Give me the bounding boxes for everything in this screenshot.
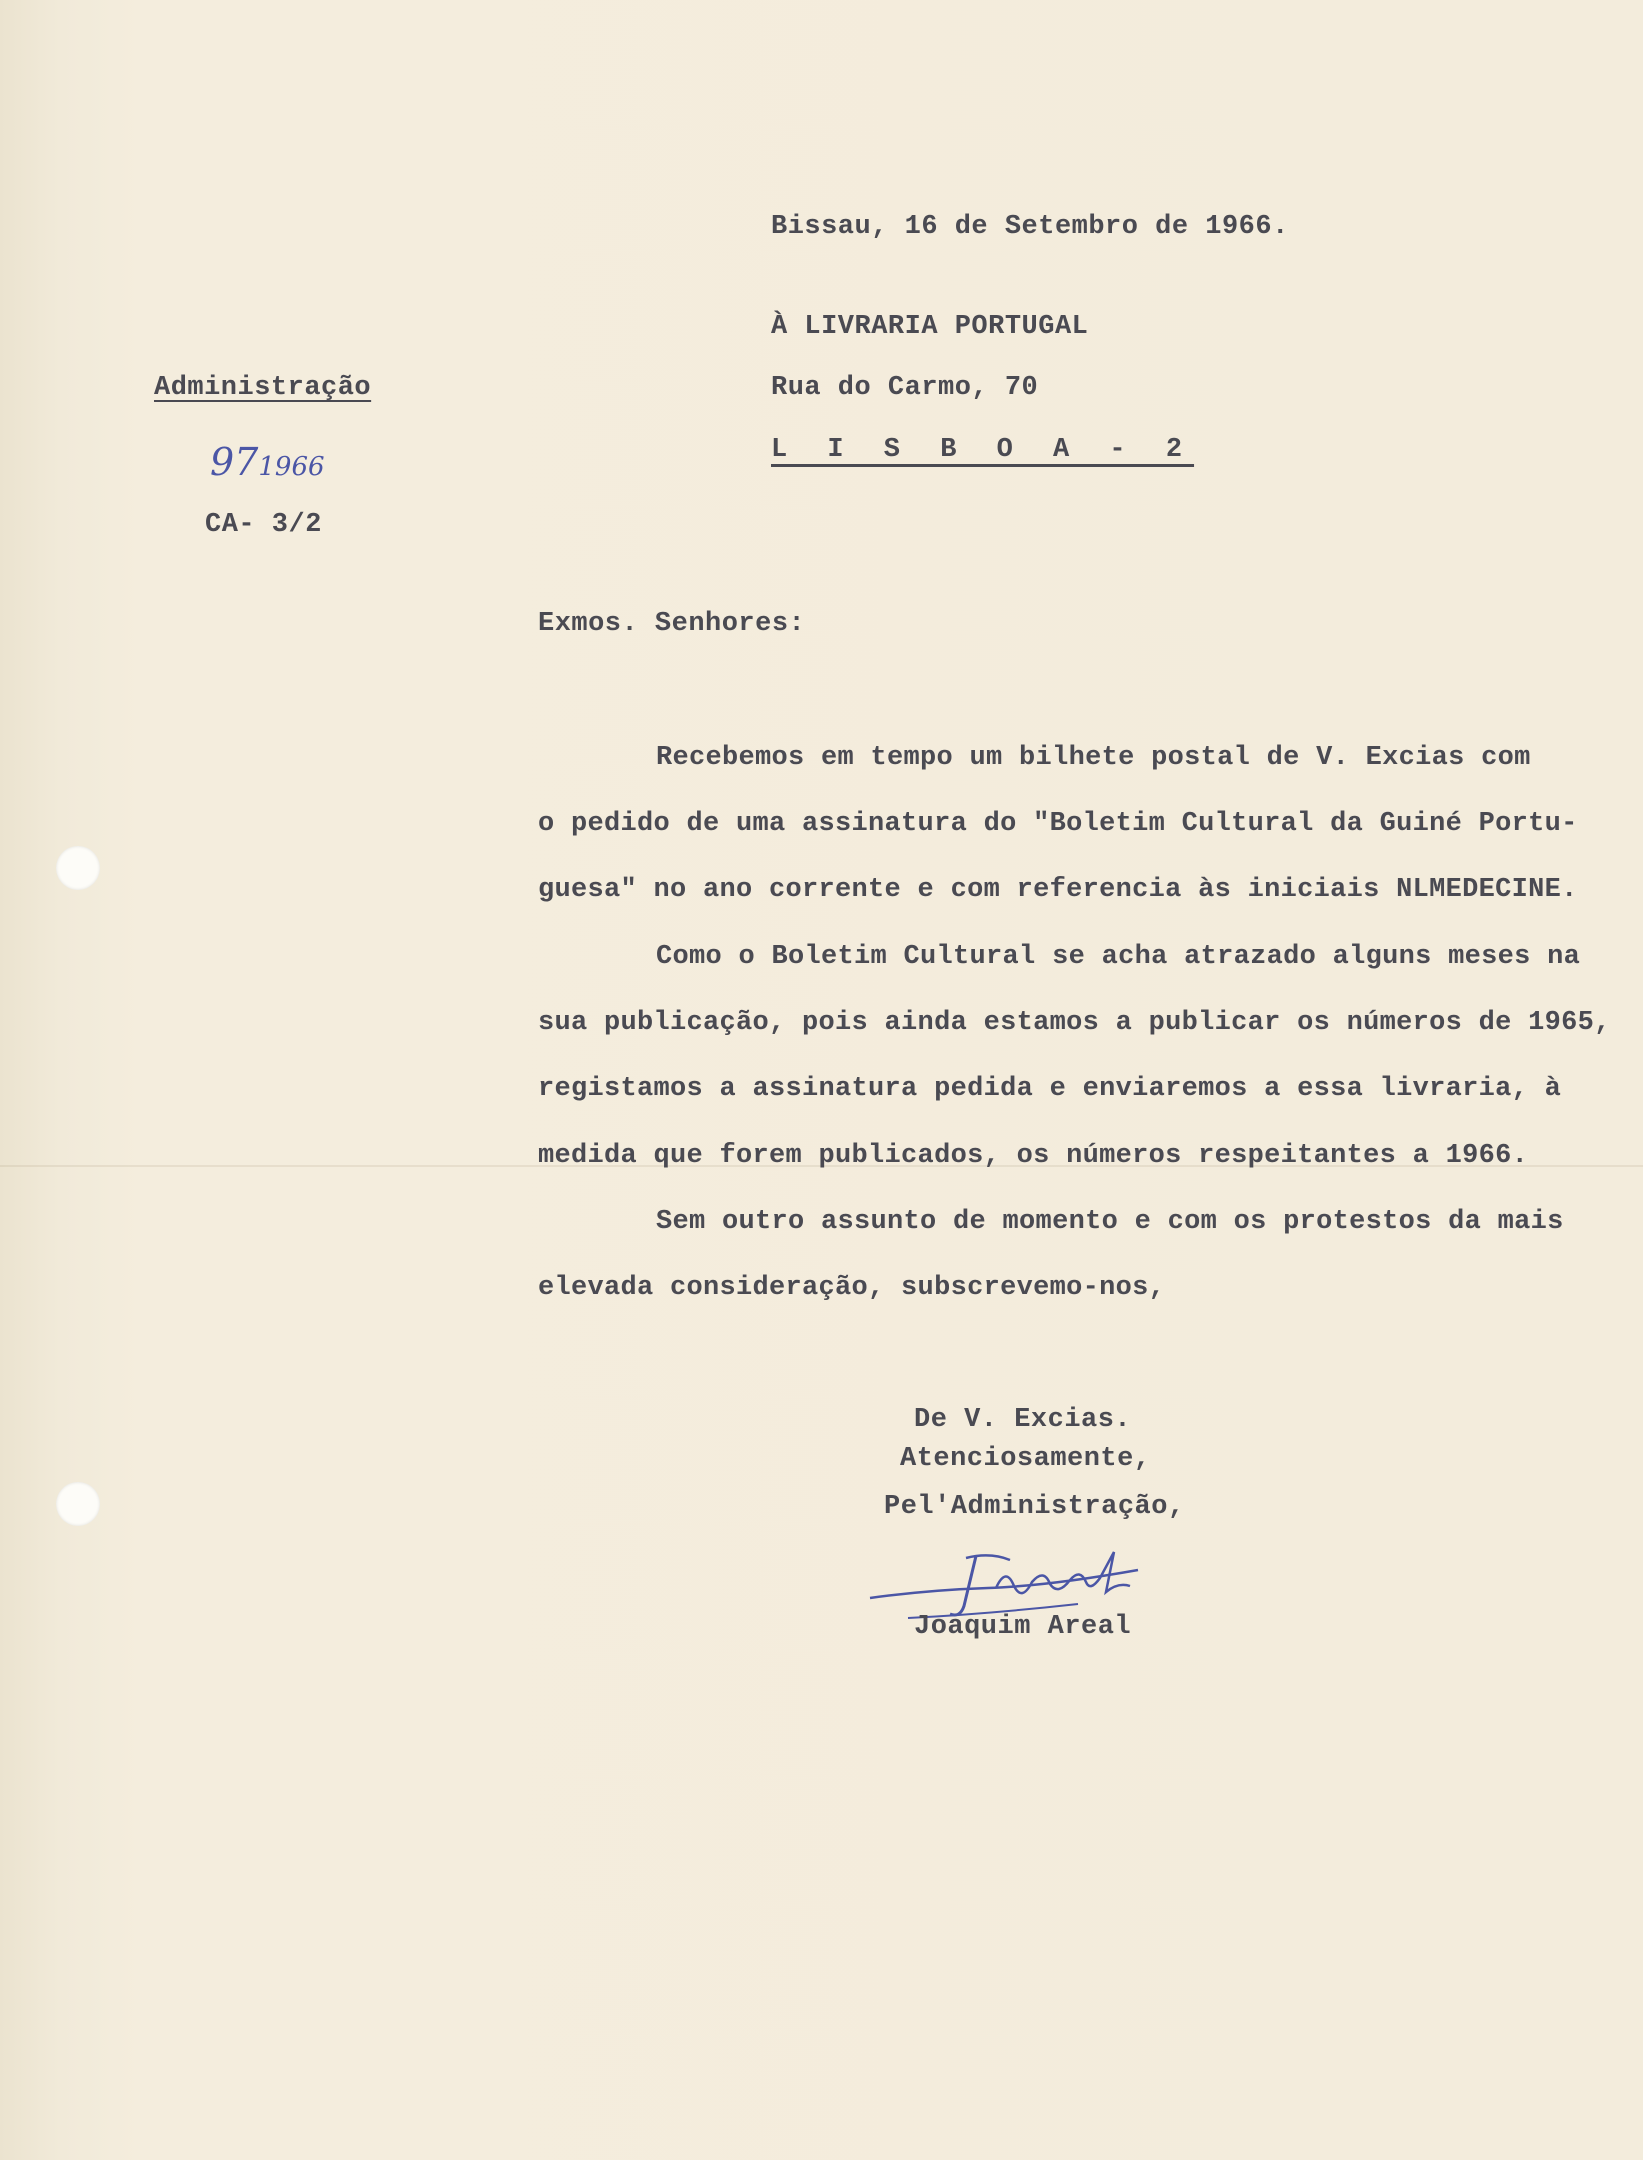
salutation: Exmos. Senhores: bbox=[538, 609, 806, 639]
punch-hole bbox=[56, 1482, 100, 1526]
body-line: Como o Boletim Cultural se acha atrazado alguns meses na bbox=[656, 942, 1581, 972]
closing-line: Pel'Administração, bbox=[884, 1492, 1185, 1522]
department-heading: Administração bbox=[154, 373, 372, 403]
body-line: o pedido de uma assinatura do "Boletim Cultural da Guiné Portu- bbox=[538, 809, 1578, 839]
date-line: Bissau, 16 de Setembro de 1966. bbox=[771, 212, 1289, 242]
handwritten-reference bbox=[210, 440, 325, 484]
body-line: Recebemos em tempo um bilhete postal de V. Excias com bbox=[656, 743, 1531, 773]
recipient-name: À LIVRARIA PORTUGAL bbox=[771, 312, 1089, 342]
closing-line: Atenciosamente, bbox=[900, 1444, 1151, 1474]
body-line: guesa" no ano corrente e com referencia às iniciais NLMEDECINE. bbox=[538, 875, 1578, 905]
body-line: medida que forem publicados, os números respeitantes a 1966. bbox=[538, 1141, 1529, 1171]
body-line: sua publicação, pois ainda estamos a publicar os números de 1965, bbox=[538, 1008, 1611, 1038]
recipient-city: L I S B O A - 2 bbox=[771, 435, 1195, 465]
body-line: registamos a assinatura pedida e enviaremos a essa livraria, à bbox=[538, 1074, 1562, 1104]
punch-hole bbox=[56, 846, 100, 890]
reference-code: CA- 3/2 bbox=[205, 510, 322, 540]
recipient-street: Rua do Carmo, 70 bbox=[771, 373, 1039, 403]
body-line: elevada consideração, subscrevemo-nos, bbox=[538, 1273, 1166, 1303]
body-line: Sem outro assunto de momento e com os protestos da mais bbox=[656, 1207, 1564, 1237]
reference-year: 1966 bbox=[258, 452, 325, 482]
closing-line: De V. Excias. bbox=[914, 1405, 1132, 1435]
signatory-name: Joaquim Areal bbox=[914, 1612, 1132, 1642]
handwritten-number: 97 bbox=[210, 440, 259, 484]
